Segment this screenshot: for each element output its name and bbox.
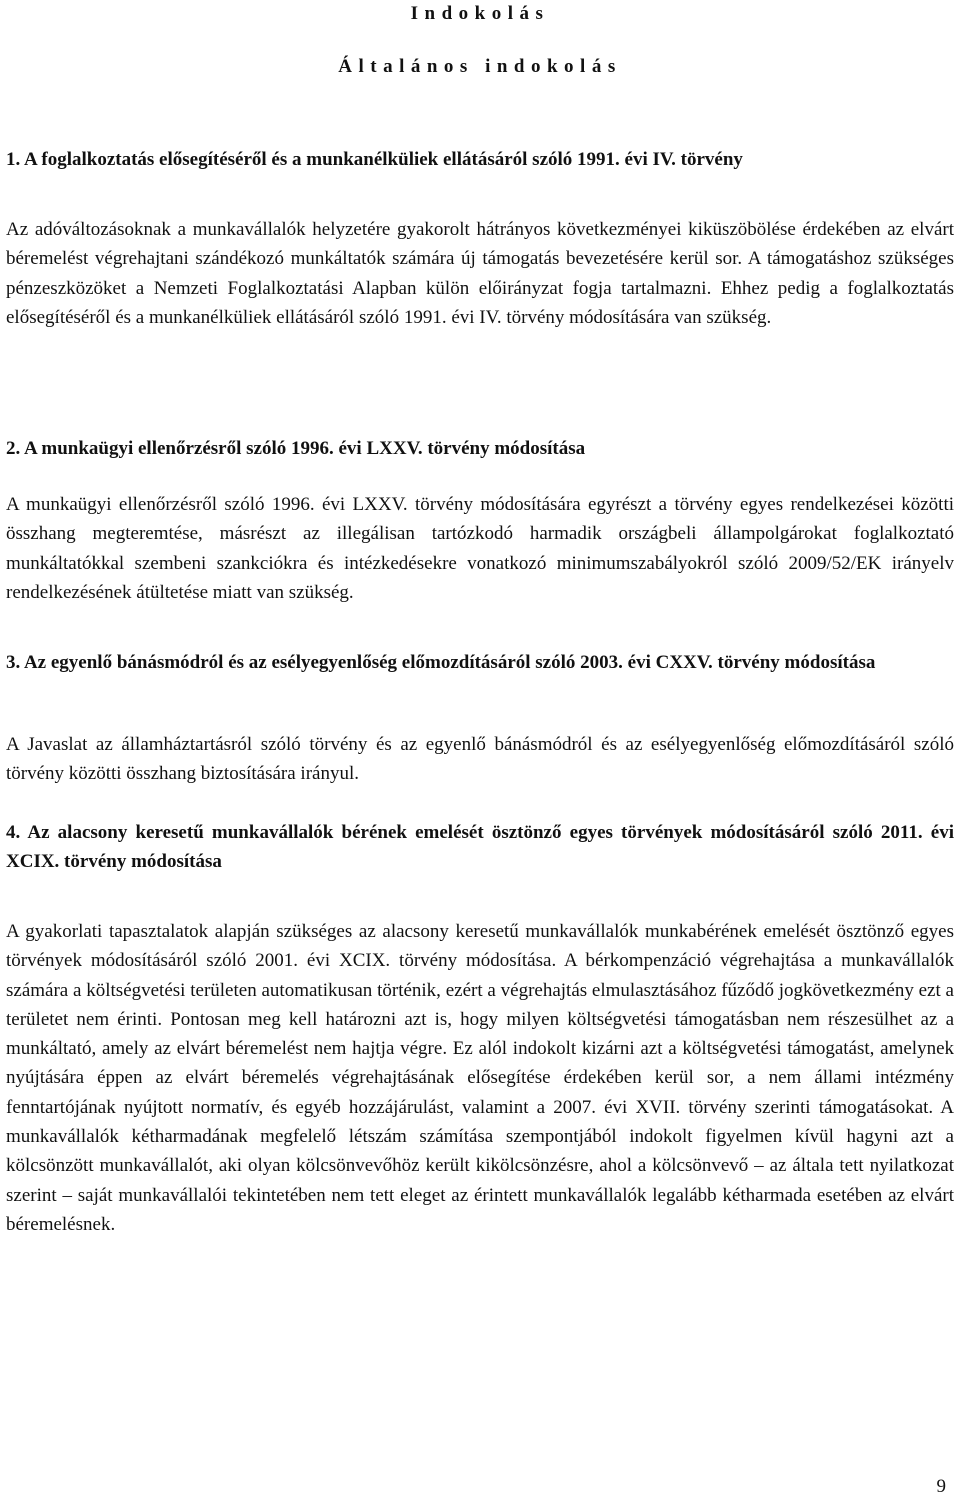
section-2-paragraph: A munkaügyi ellenőrzésről szóló 1996. évi LXXV. törvény módosítására egyrészt a törvény egyes rendelkezései közötti összhang megteremtése, másrészt az illegálisan tartózkodó harmadik országbeli állampolgárokat foglalkoztató munkáltatókkal szembeni szankciókra és intézkedésekre vonatkozó minimumszabályokról szóló 2009/52/EK irányelv rendelkezésének átültetése miatt van szükség. xyxy=(6,494,954,603)
section-1-paragraph: Az adóváltozásoknak a munkavállalók helyzetére gyakorolt hátrányos következményei kiküszöbölése érdekében az elvárt béremelést végrehajtani szándékozó munkáltatók számára új támogatás bevezetésére kerül sor. A támogatáshoz szükséges pénzeszközöket a Nemzeti Foglalkoztatási Alapban külön előirányzat fogja tartalmazni. Ehhez pedig a foglalkoztatás elősegítéséről és a munkanélküliek ellátásáról szóló 1991. évi IV. törvény módosítására van szükség. xyxy=(6,219,954,328)
page-number: 9 xyxy=(936,1476,946,1497)
section-3-heading: 3. Az egyenlő bánásmódról és az esélyegyenlőség előmozdításáról szóló 2003. évi CXXV. törvény módosítása xyxy=(6,652,876,673)
section-3-paragraph: A Javaslat az államháztartásról szóló törvény és az egyenlő bánásmódról és az esélyegyenlőség előmozdításáról szóló törvény közötti összhang biztosítására irányul. xyxy=(6,734,954,785)
document-page xyxy=(6,0,954,1509)
section-1-heading: 1. A foglalkoztatás elősegítéséről és a munkanélküliek ellátásáról szóló 1991. évi IV. törvény xyxy=(6,149,743,170)
section-4-heading: 4. Az alacsony keresetű munkavállalók bérének emelését ösztönző egyes törvények módosításáról szóló 2011. évi XCIX. törvény módosítása xyxy=(6,822,954,873)
section-2-heading: 2. A munkaügyi ellenőrzésről szóló 1996. évi LXXV. törvény módosítása xyxy=(6,438,586,459)
document-subtitle: Általános indokolás xyxy=(338,56,622,77)
section-4-paragraph: A gyakorlati tapasztalatok alapján szükséges az alacsony keresetű munkavállalók munkabérének emelését ösztönző egyes törvények módosításáról szóló 2001. évi XCIX. törvény módosítása. A bérkompenzáció végrehajtása a munkavállalók számára a költségvetési területen automatikusan történik, ezért a végrehajtás elmulasztásához fűződő jogkövetkezmény ezt a területet nem érinti. Pontosan meg kell határozni azt is, hogy milyen költségvetési támogatásban nem részesülhet az a munkáltató, amely az elvárt béremelést nem hajtja végre. Ez alól indokolt kizárni azt a költségvetési támogatást, amelynek nyújtására éppen az elvárt béremelés végrehajtásának elősegítése érdekében kerül sor, a nem állami intézmény fenntartójának nyújtott normatív, és egyéb hozzájárulást, valamint a 2007. évi XVII. törvény szerinti támogatásokat. A munkavállalók kétharmadának megfelelő létszám számítása szempontjából indokolt figyelmen kívül hagyni azt a kölcsönzött munkavállalót, aki olyan kölcsönvevőhöz került kikölcsönzésre, ahol a kölcsönvevő – az általa tett nyilatkozat szerint – saját munkavállalói tekintetében nem tett eleget az érintett munkavállalók legalább kétharmada esetében az elvárt béremelésnek. xyxy=(6,921,954,1235)
document-title: Indokolás xyxy=(410,3,550,24)
